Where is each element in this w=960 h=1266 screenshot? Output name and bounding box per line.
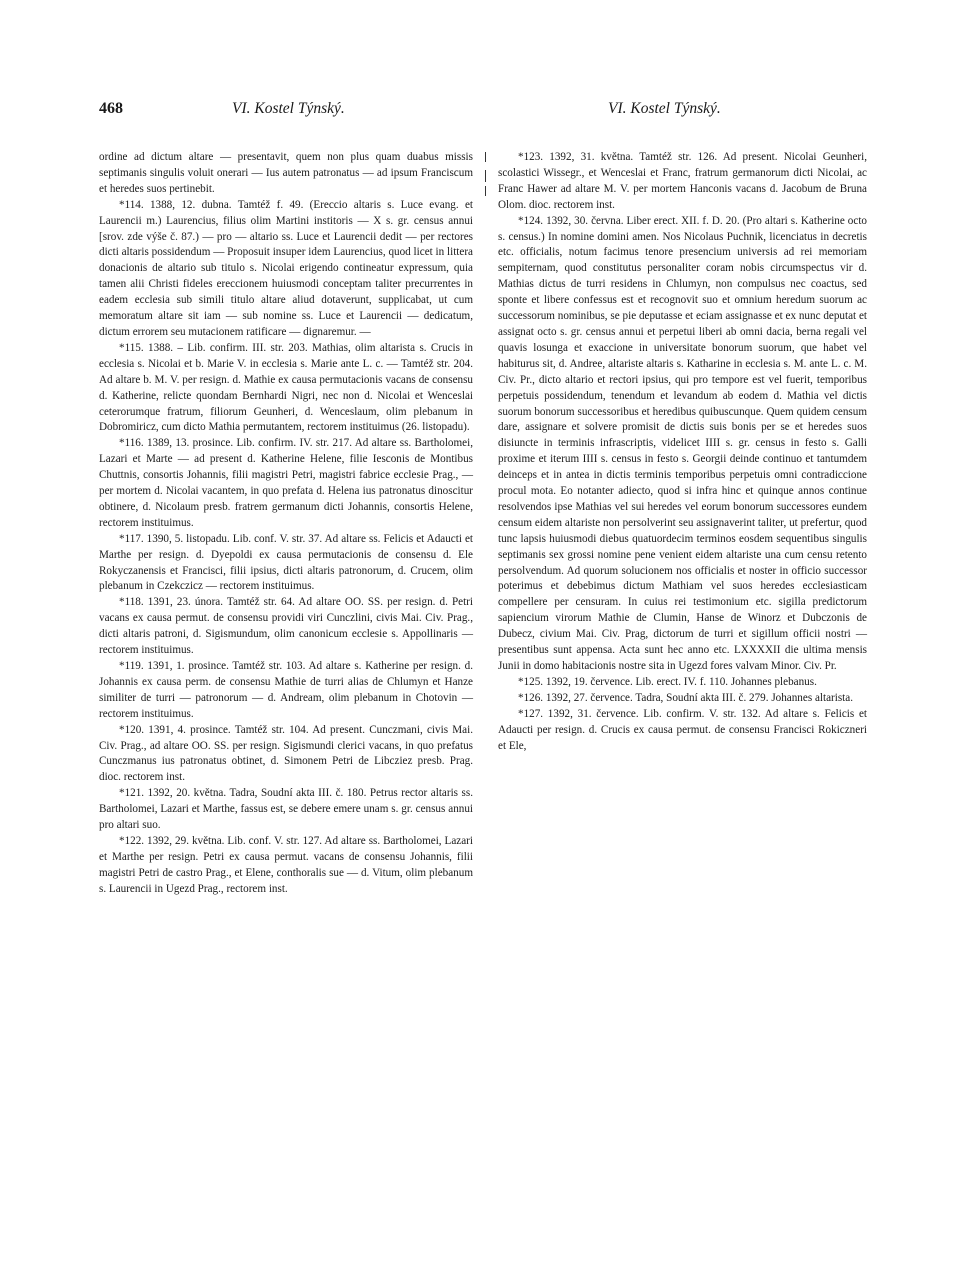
running-head-right: VI. Kostel Týnský.	[608, 100, 721, 117]
column-rule	[485, 186, 486, 196]
entry-124: *124. 1392, 30. června. Liber erect. XII. f. D. 20. (Pro altari s. Katherine octo s. census.) In nomine domini amen. Nos Nicolaus Puchnik, licenciatus in decretis etc. officialis, notum facimus tenore presencium universis ad rei memoriam sempiternam, quod constitutus personaliter coram nobis circumspectus vir d. Mathias dictus de turri residens in Chlumyn, non compulsus nec coactus, sed sponte et libere confessus est et recognovit suo et omnium heredum suorum ac successorum nominibus, se pie deputasse et eciam assignasse et ex nunc deputat et assignat octo s. gr. census annui et perpetui liberi ab omni dacia, berna regali vel quavis losunga et exaccione in universitate bonorum suorum, que habet vel habiturus sit, d. Andree, altariste altaris s. Katharine in ecclesia s. M. ante L. c. M. Civ. Pr., dicto altario et rectori ipsius, qui pro tempore est vel fuerit, temporibus perpetuis possidendum, tenendum et levandum ab eodem d. Mathia vel dictis suorum bonorum successoribus et heredibus quibuscunque. Quem quidem censum dare, assignare et solvere promisit de dictis suis bonis per se et heredes suos disiuncte in terminis infrascriptis, videlicet IIII s. gr. census in festo s. Galli proxime et iterum IIII s. census in festo s. Georgii deinde continuo et tantumdem deinceps et in antea in dictis terminis temporibus perpetuis omni contradiccione procul mota. Eo notanter adiecto, quod si infra hinc et quinque annos continue resolvendos ipse Mathias vel sui heredes vel eorum bonorum successores eundem censum eidem altariste non persolverint seu assignaverint taliter, ut prefertur, quod tunc lapsis huiusmodi diebus quatuordecim terminos eosdem sequentibus singulis septimanis sex grossi nomine pene venient eidem altariste una cum censu retento persolvendum. Ad quorum solucionem nos officialis et noster in officio successor poterimus et debebimus dictum Mathiam vel suos heredes ecclesiasticam compellere per censuram. In cuius rei testimonium etc. sigilla predictorum sapiencium virorum Mathie de Clumin, Hanse de Winorz et Dubczonis de Dubecz, civium Mai. Civ. Prag, dictorum de turri et sigillum officii nostri — presentibus sunt appensa. Acta sunt hec anno etc. LXXXXII die ultima mensis Junii in domo habitacionis nostre sita in Ugezd fores valvam Minor. Civ. Pr.	[498, 214, 867, 672]
entry-116: *116. 1389, 13. prosince. Lib. confirm. IV. str. 217. Ad altare ss. Bartholomei, Lazari et Marte — ad present d. Katherine Helene, filie Iesconis de Montibus Chuttnis, consortis Johannis, filii magistri Petri, magistri fabrice ecclesie Prag., — per mortem d. Nicolai vacantem, in quo prefata d. Helena ius patronatus dinoscitur obtinere, d. Nicolaum presb. fratrem germanum dicti Johannis, consortis Helene, rectorem instituimus.	[99, 437, 473, 529]
page-number: 468	[99, 100, 123, 117]
paragraph: ordine ad dictum altare — presentavit, quem non plus quam duabus missis septimanis singulis voluit onerari — Ius autem patronatus — ad ipsum Franciscum et heredes suos pertinebit.	[99, 151, 473, 195]
entry-122: *122. 1392, 29. května. Lib. conf. V. str. 127. Ad altare ss. Bartholomei, Lazari et Marthe per resign. Petri ex causa permut. vacans de consensu Johannis, filii magistri Petri de castro Prag., et Elene, conthoralis sue — d. Vitum, olim plebanum s. Laurencii in Ugezd Prag., rectorem inst.	[99, 834, 473, 895]
entry-127: *127. 1392, 31. července. Lib. confirm. V. str. 132. Ad altare s. Felicis et Adaucti per resign. d. Crucis ex causa permut. de consensu Francisci Rokiczneri et Ele,	[498, 707, 867, 752]
entry-125: *125. 1392, 19. července. Lib. erect. IV. f. 110. Johannes plebanus.	[518, 675, 817, 688]
entry-117: *117. 1390, 5. listopadu. Lib. conf. V. str. 37. Ad altare ss. Felicis et Adaucti et Marthe per resign. d. Dyepoldi ex causa permutacionis de consensu d. Ele Rokyczanensis et Francisci, filii ipsius, dicti altaris patronorum, d. Crucem, olim plebanum in Czekczicz — rectorem instituimus.	[99, 532, 473, 593]
entry-126: *126. 1392, 27. července. Tadra, Soudní akta III. č. 279. Johannes altarista.	[518, 691, 853, 704]
left-column	[99, 150, 473, 898]
entry-114: *114. 1388, 12. dubna. Tamtéž f. 49. (Ereccio altaris s. Luce evang. et Laurencii m.) Laurencius, filius olim Martini institoris — X s. gr. census annui [srov. zde výše č. 87.) — pro — altario ss. Luce et Laurencii dedit — per rectores dicti altaris possidendum — Proposuit insuper idem Laurencius, quod licet in littera donacionis de altario sub titulo s. Nicolai erigendo contineatur expressum, quia tamen alii Christi fideles ereccionem huiusmodi conceptam taliter precurrentes in eadem ecclesia sub simili titulo altare aliud dotaverunt, supplicabat, ut cum memoratum altare sit iam — sub nomine ss. Luce et Laurencii — dedicatum, dictum errorem seu mutacionem ratificare — dignaremur. —	[99, 198, 473, 338]
entry-121: *121. 1392, 20. května. Tadra, Soudní akta III. č. 180. Petrus rector altaris ss. Bartholomei, Lazari et Marthe, fassus est, se debere emere unam s. gr. census annui pro altari suo.	[99, 787, 473, 832]
entry-115: *115. 1388. – Lib. confirm. III. str. 203. Mathias, olim altarista s. Crucis in ecclesia s. Nicolai et b. Marie V. in ecclesia s. Marie ante L. c. — Tamtéž str. 204. Ad altare b. M. V. per resign. d. Mathie ex causa permutacionis vacans de consensu d. Katherine, relicte quondam Bernhardi Nigri, nec non d. Nicolai et Wenceslai ceterorumque fratrum, filiorum Geunheri, d. Wenceslaum, olim plebanum in Dobromiricz, cum dicto Mathia permutantem, rectorem instituimus (26. listopadu).	[99, 341, 473, 434]
column-rule	[485, 152, 486, 162]
right-column	[498, 150, 867, 754]
running-head-left: VI. Kostel Týnský.	[232, 100, 345, 117]
entry-118: *118. 1391, 23. února. Tamtéž str. 64. Ad altare OO. SS. per resign. d. Petri vacans ex causa permut. de consensu providi viri Cunczlini, civis Mai. Civ. Prag., dicti altaris patroni, d. Sigismundum, olim canonicum ecclesie s. Appollinaris — rectorem instituimus.	[99, 596, 473, 657]
entry-119: *119. 1391, 1. prosince. Tamtéž str. 103. Ad altare s. Katherine per resign. d. Johannis ex causa perm. de consensu Mathie de turri alias de Chlumyn et Hanze similiter de turri — patronorum — d. Andream, olim plebanum in Chotovin — rectorem instituimus.	[99, 660, 473, 720]
column-rule	[485, 170, 486, 182]
entry-123: *123. 1392, 31. května. Tamtéž str. 126. Ad present. Nicolai Geunheri, scolastici Wissegr., et Wenceslai et Franc, fratrum germanorum dicti Nicolai, ac Franc Hawer ad altare M. V. per mortem Hanconis vacans d. Jacobum de Bruna Olom. dioc. rectorem inst.	[498, 151, 867, 211]
entry-120: *120. 1391, 4. prosince. Tamtéž str. 104. Ad present. Cunczmani, civis Mai. Civ. Prag., ad altare OO. SS. per resign. Sigismundi clerici vacans, in quo prefatus Cunczmanus ius patronatus obtinet, d. Simonem Petri de Libcziez presb. Prag. dioc. rectorem inst.	[99, 723, 473, 784]
